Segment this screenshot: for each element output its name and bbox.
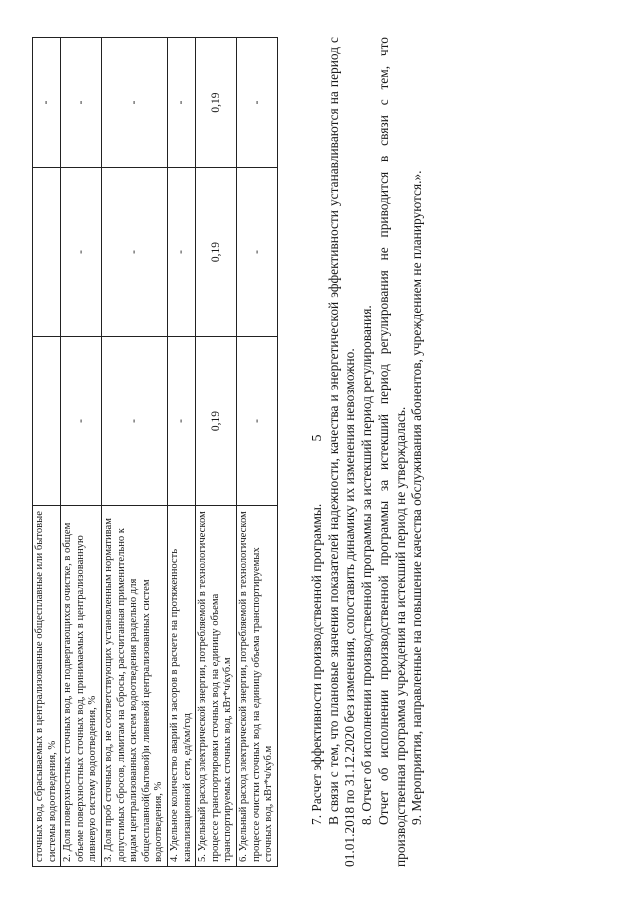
indicator-label: 6. Удельный расход электрической энергии, потребляемой в технологическом процессе очистки сточных вод на единицу объема транспортируемых сточных вод, кВт*ч/куб.м: [236, 506, 277, 867]
table-row: [33, 38, 61, 867]
indicator-value: -: [167, 38, 195, 168]
indicator-value: -: [101, 168, 167, 337]
body-text: [309, 37, 426, 867]
indicator-label: 4. Удельное количество аварий и засоров в расчете на протяженность канализационной сети, ед/км/год: [167, 506, 195, 867]
indicator-value: -: [167, 337, 195, 506]
indicator-value: 0,19: [196, 337, 237, 506]
table-row: [196, 38, 237, 867]
section-heading: 7. Расчет эффективности производственной программы.: [309, 503, 324, 825]
table-row: [236, 38, 277, 867]
indicator-value: -: [61, 38, 102, 168]
table-row: [61, 38, 102, 867]
indicator-value: -: [236, 168, 277, 337]
indicator-label: сточных вод, сбрасываемых в централизованные общесплавные или бытовые системы водоотведения, %: [33, 506, 61, 867]
paragraph: В связи с тем, что плановые значения показателей надежности, качества и энергетической эффективности устанавливаются на период с 01.01.2018 по 31.12.2020 без изменения, сопоставить динамику их изменения невозможно.: [325, 37, 358, 867]
indicator-value: 0,19: [196, 38, 237, 168]
section-heading: 8. Отчет об исполнении производственной программы за истекший период регулирования.: [359, 305, 375, 825]
indicator-value: -: [61, 168, 102, 337]
rotated-page-content: [22, 37, 612, 867]
indicator-value: [33, 337, 61, 506]
indicator-value: 0,19: [196, 168, 237, 337]
indicator-value: [33, 168, 61, 337]
indicator-label: 3. Доля проб сточных вод, не соответствующих установленным нормативам допустимых сбросов, лимитам на сбросы, рассчитанная применительно к видам централизованных систем водоотведения раздельно для общесплавной(бытовой)и ливневой централизованных систем водоотведения, %: [101, 506, 167, 867]
table-row: [167, 38, 195, 867]
table-row: [101, 38, 167, 867]
indicator-label: 2. Доля поверхностных сточных вод, не подвергающихся очистке, в общем объеме поверхностных сточных вод, принимаемых в централизованную ливневую систему водоотведения, %: [61, 506, 102, 867]
indicator-value: -: [167, 168, 195, 337]
page-number: 5: [310, 434, 325, 442]
indicator-value: -: [236, 337, 277, 506]
indicator-value: -: [236, 38, 277, 168]
indicators-table: [32, 37, 278, 867]
indicator-label: 5. Удельный расход электрической энергии, потребляемой в технологическом процессе транспортировки сточных вод на единицу объема транспортируемых сточных вод, кВт*ч/куб.м: [196, 506, 237, 867]
paragraph: Отчет об исполнении производственной программы за истекший период регулирования не приводится в связи с тем, что производственная программа учреждения на истекший период не утверждалась.: [375, 37, 408, 867]
indicator-value: -: [61, 337, 102, 506]
indicator-value: -: [101, 337, 167, 506]
indicator-value: -: [33, 38, 61, 168]
indicator-value: -: [101, 38, 167, 168]
paragraph: 9. Мероприятия, направленные на повышение качества обслуживания абонентов, учреждением не планируются.».: [409, 170, 425, 825]
